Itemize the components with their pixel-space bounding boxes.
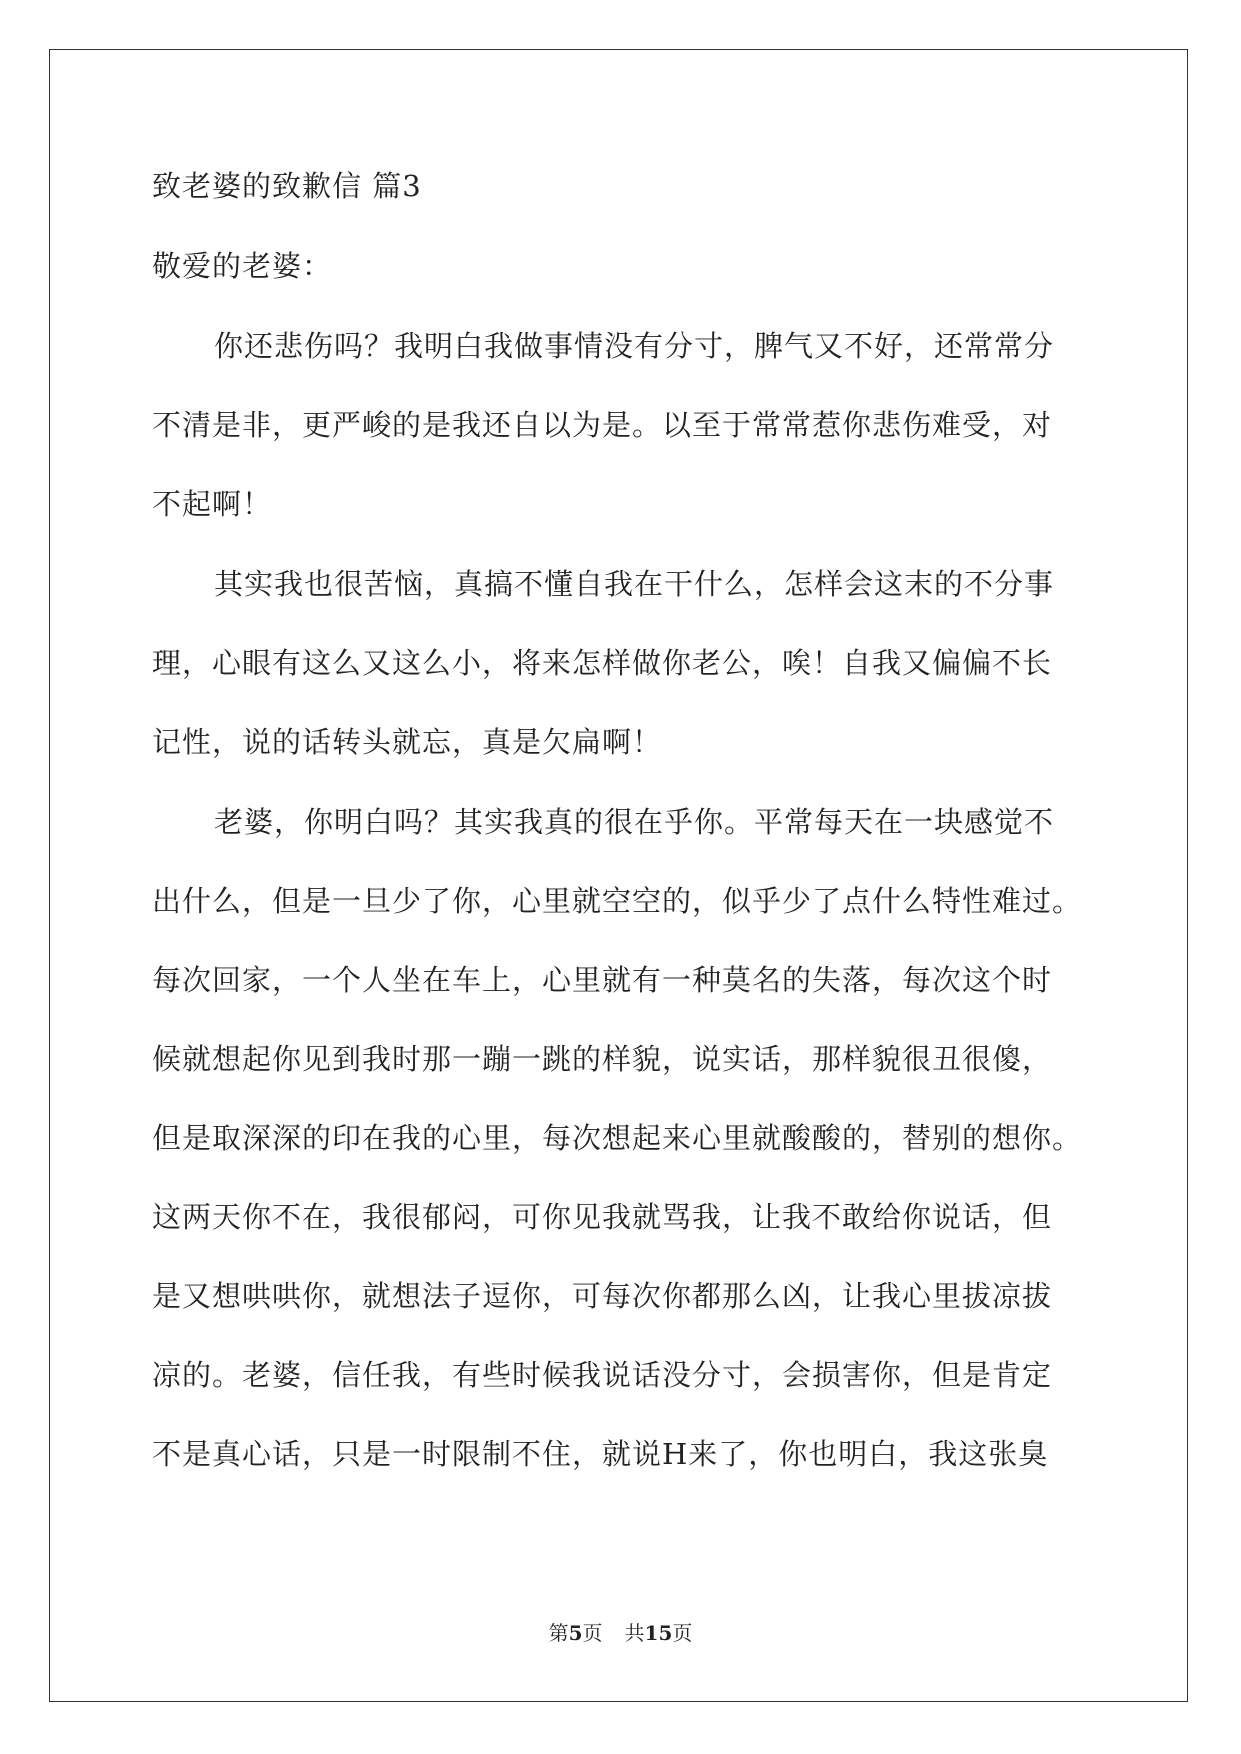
- document-body: [152, 166, 1092, 1514]
- paragraph-line: 是又想哄哄你，就想法子逗你，可每次你都那么凶，让我心里拔凉拔: [152, 1279, 1053, 1313]
- salutation: 敬爱的老婆：: [152, 249, 333, 283]
- paragraph-3: [152, 802, 1092, 1474]
- paragraph-line: 候就想起你见到我时那一蹦一跳的样貌，说实话，那样貌很丑很傻，: [152, 1042, 1053, 1076]
- total-pages: 15: [644, 1621, 673, 1645]
- paragraph-1: [152, 326, 1092, 524]
- paragraph-line: 这两天你不在，我很郁闷，可你见我就骂我，让我不敢给你说话，但: [152, 1200, 1053, 1234]
- paragraph-line: 理，心眼有这么又这么小，将来怎样做你老公，唉！自我又偏偏不长: [152, 646, 1053, 680]
- paragraph-2: [152, 564, 1092, 762]
- paragraph-line: 不起啊！: [152, 487, 273, 521]
- paragraph-line: 不是真心话，只是一时限制不住，就说H来了，你也明白，我这张臭: [152, 1437, 1049, 1471]
- document-title: 致老婆的致歉信 篇3: [152, 169, 422, 203]
- paragraph-line: 记性，说的话转头就忘，真是欠扁啊！: [152, 725, 663, 759]
- paragraph-line: 老婆，你明白吗？其实我真的很在乎你。平常每天在一块感觉不: [214, 805, 1055, 839]
- paragraph-line: 每次回家，一个人坐在车上，心里就有一种莫名的失落，每次这个时: [152, 963, 1053, 997]
- paragraph-line: 其实我也很苦恼，真搞不懂自我在干什么，怎样会这末的不分事: [214, 567, 1055, 601]
- total-prefix: 共: [624, 1621, 645, 1645]
- paragraph-line: 你还悲伤吗？我明白我做事情没有分寸，脾气又不好，还常常分: [214, 329, 1055, 363]
- total-suffix: 页: [672, 1621, 693, 1645]
- paragraph-line: 凉的。老婆，信任我，有些时候我说话没分寸，会损害你，但是肯定: [152, 1358, 1053, 1392]
- page-footer: [0, 1617, 1241, 1646]
- paragraph-line: 出什么，但是一旦少了你，心里就空空的，似乎少了点什么特性难过。: [152, 884, 1083, 918]
- page-suffix: 页: [582, 1621, 603, 1645]
- page-number: 5: [568, 1621, 583, 1645]
- paragraph-line: 但是取深深的印在我的心里，每次想起来心里就酸酸的，替别的想你。: [152, 1121, 1083, 1155]
- page-prefix: 第: [548, 1621, 569, 1645]
- paragraph-line: 不清是非，更严峻的是我还自以为是。以至于常常惹你悲伤难受，对: [152, 408, 1053, 442]
